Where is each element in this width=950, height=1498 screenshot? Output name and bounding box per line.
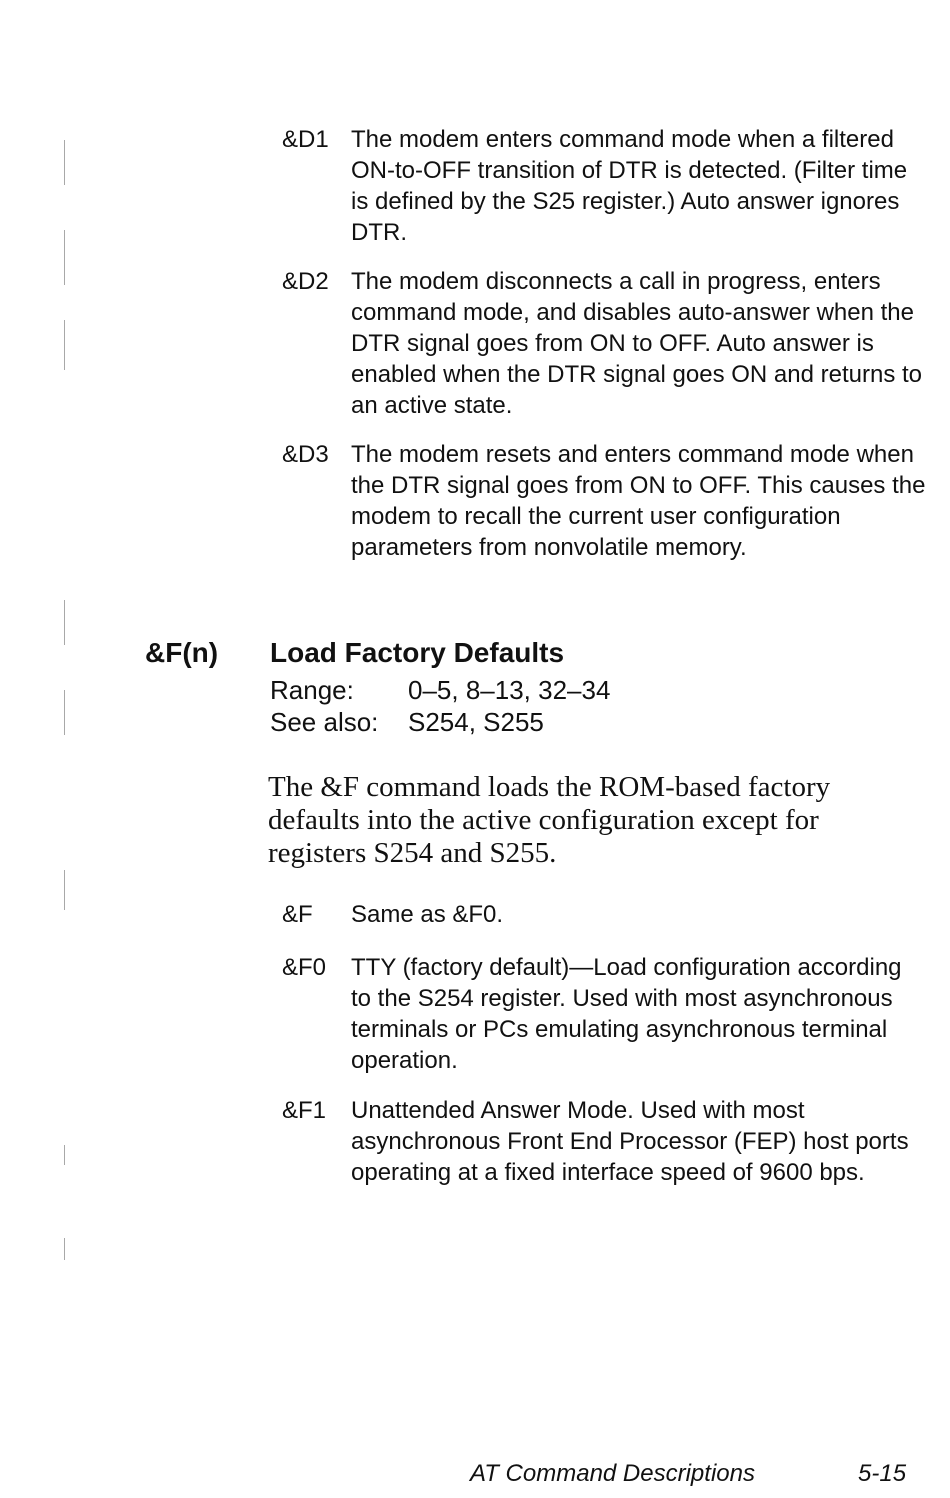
command-heading-code: &F(n) [145, 637, 219, 668]
definition-text: The modem resets and enters command mode when the DTR signal goes from ON to OFF. This causes the modem to recall the current user configuration parameters from nonvolatile memory. [351, 441, 926, 561]
scan-edge-mark [64, 230, 65, 285]
definition-text: Same as &F0. [351, 901, 504, 928]
see-also-value: S254, S255 [408, 707, 544, 737]
definition-text: TTY (factory default)—Load configuration according to the S254 register. Used with most asynchronous terminals or PCs emulating asynchronous terminal operation. [351, 954, 902, 1074]
definition-item-d3 [282, 439, 926, 594]
scan-edge-mark [64, 1145, 65, 1165]
page-number: 5-15 [858, 1460, 907, 1487]
scan-edge-mark [64, 600, 65, 645]
definition-text: The modem disconnects a call in progress, enters command mode, and disables auto-answer when the DTR signal goes from ON to OFF. Auto answer is enabled when the DTR signal goes ON and returns to an active state. [351, 268, 922, 419]
definition-code: &D3 [282, 441, 329, 468]
definition-item-d2 [282, 266, 922, 421]
see-also-row [270, 706, 544, 738]
range-row [270, 674, 610, 706]
scan-edge-mark [64, 1238, 65, 1260]
definition-code: &F1 [282, 1097, 327, 1124]
range-label: Range: [270, 675, 354, 705]
scan-edge-mark [64, 690, 65, 735]
definition-code: &D2 [282, 268, 329, 295]
see-also-label: See also: [270, 707, 379, 737]
section-description: The &F command loads the ROM-based factory defaults into the active configuration except for registers S254 and S255. [268, 771, 831, 869]
definition-item-f0 [282, 952, 922, 1076]
scan-edge-mark [64, 140, 65, 185]
definition-code: &F [282, 901, 313, 928]
definition-text: Unattended Answer Mode. Used with most asynchronous Front End Processor (FEP) host ports operating at a fixed interface speed of 9600 bps. [351, 1097, 909, 1186]
scan-edge-mark [64, 870, 65, 910]
command-heading-title: Load Factory Defaults [270, 637, 565, 668]
definition-item-d1 [282, 124, 922, 248]
footer-title: AT Command Descriptions [470, 1460, 755, 1487]
definition-item-f [282, 899, 922, 930]
definition-text: The modem enters command mode when a filtered ON-to-OFF transition of DTR is detected. (Filter time is defined by the S25 register.) Auto answer ignores DTR. [351, 126, 908, 246]
range-value: 0–5, 8–13, 32–34 [408, 675, 611, 705]
definition-code: &D1 [282, 126, 329, 153]
definition-code: &F0 [282, 954, 327, 981]
definition-item-f1 [282, 1095, 922, 1219]
scan-edge-mark [64, 320, 65, 370]
